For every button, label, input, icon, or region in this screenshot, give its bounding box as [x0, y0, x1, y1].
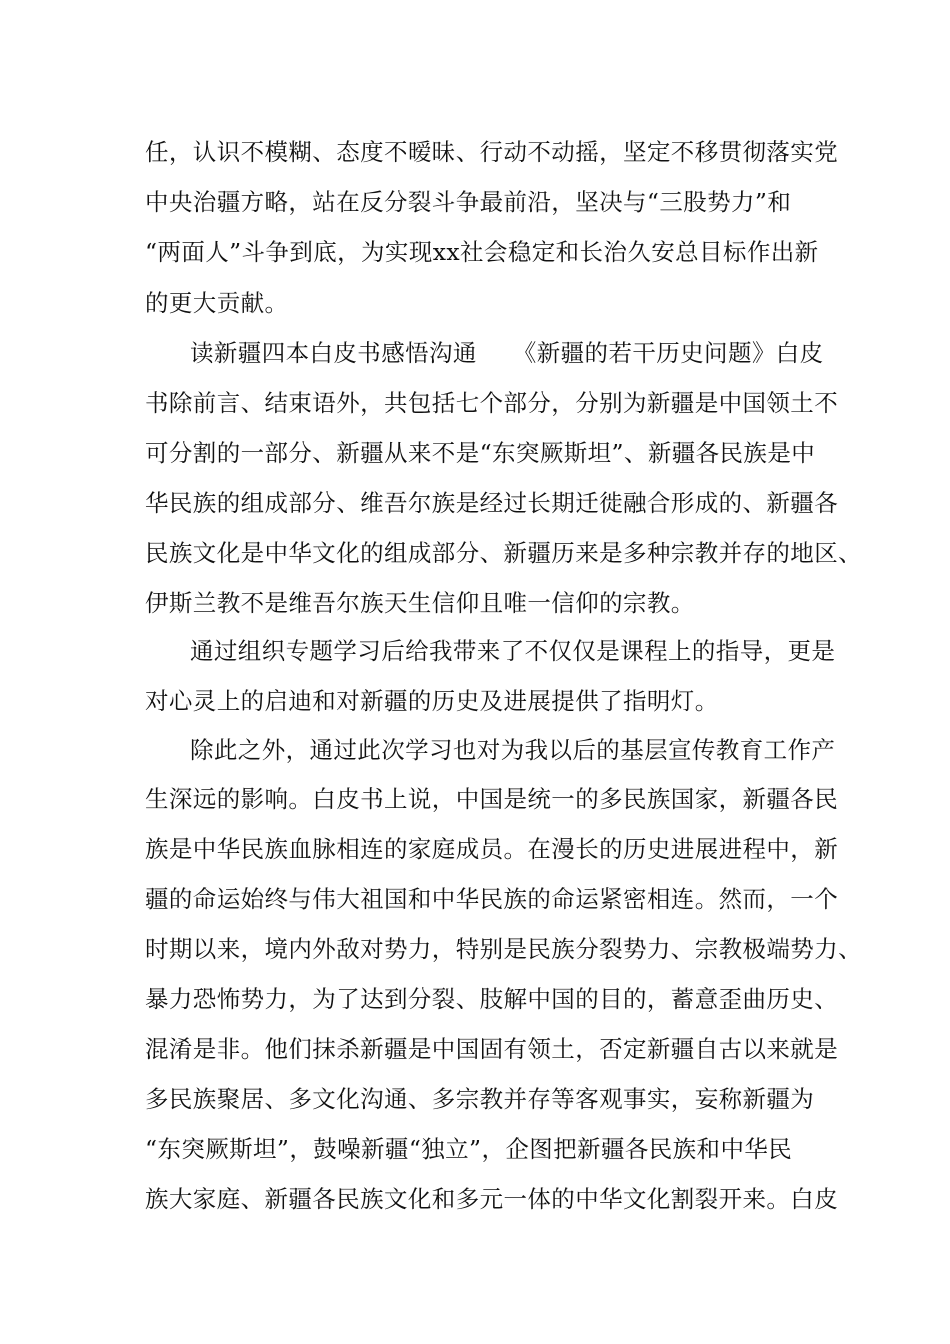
text-line: 可分割的一部分、新疆从来不是“东突厥斯坦”、新疆各民族是中 — [145, 439, 816, 467]
text-line: “东突厥斯坦”，鼓噪新疆“独立”，企图把新疆各民族和中华民 — [145, 1135, 793, 1163]
text-line: 时期以来，境内外敌对势力，特别是民族分裂势力、宗教极端势力、 — [145, 935, 862, 963]
text-line: 除此之外，通过此次学习也对为我以后的基层宣传教育工作产 — [190, 736, 836, 764]
text-line: 多民族聚居、多文化沟通、多宗教并存等客观事实，妄称新疆为 — [145, 1085, 815, 1113]
text-line: 族是中华民族血脉相连的家庭成员。在漫长的历史进展进程中，新 — [145, 835, 839, 863]
text-line: 任，认识不模糊、态度不暧昧、行动不动摇，坚定不移贯彻落实党 — [145, 138, 839, 166]
text-line: 对心灵上的启迪和对新疆的历史及进展提供了指明灯。 — [145, 687, 719, 715]
text-line: 民族文化是中华文化的组成部分、新疆历来是多种宗教并存的地区、 — [145, 539, 862, 567]
text-line: 暴力恐怖势力，为了达到分裂、肢解中国的目的，蓄意歪曲历史、 — [145, 985, 839, 1013]
text-line: 书除前言、结束语外，共包括七个部分，分别为新疆是中国领土不 — [145, 389, 839, 417]
text-line: 的更大贡献。 — [145, 289, 289, 317]
text-line: “两面人”斗争到底，为实现xx社会稳定和长治久安总目标作出新 — [145, 238, 819, 266]
text-line: 读新疆四本白皮书感悟沟通 《新疆的若干历史问题》白皮 — [190, 339, 824, 367]
text-line: 华民族的组成部分、维吾尔族是经过长期迁徙融合形成的、新疆各 — [145, 489, 839, 517]
text-line: 通过组织专题学习后给我带来了不仅仅是课程上的指导，更是 — [190, 637, 836, 665]
text-line: 族大家庭、新疆各民族文化和多元一体的中华文化割裂开来。白皮 — [145, 1185, 839, 1213]
text-line: 疆的命运始终与伟大祖国和中华民族的命运紧密相连。然而，一个 — [145, 885, 839, 913]
text-line: 中央治疆方略，站在反分裂斗争最前沿，坚决与“三股势力”和 — [145, 188, 792, 216]
text-line: 生深远的影响。白皮书上说，中国是统一的多民族国家，新疆各民 — [145, 785, 839, 813]
text-line: 伊斯兰教不是维吾尔族天生信仰且唯一信仰的宗教。 — [145, 589, 695, 617]
text-line: 混淆是非。他们抹杀新疆是中国固有领土，否定新疆自古以来就是 — [145, 1035, 839, 1063]
